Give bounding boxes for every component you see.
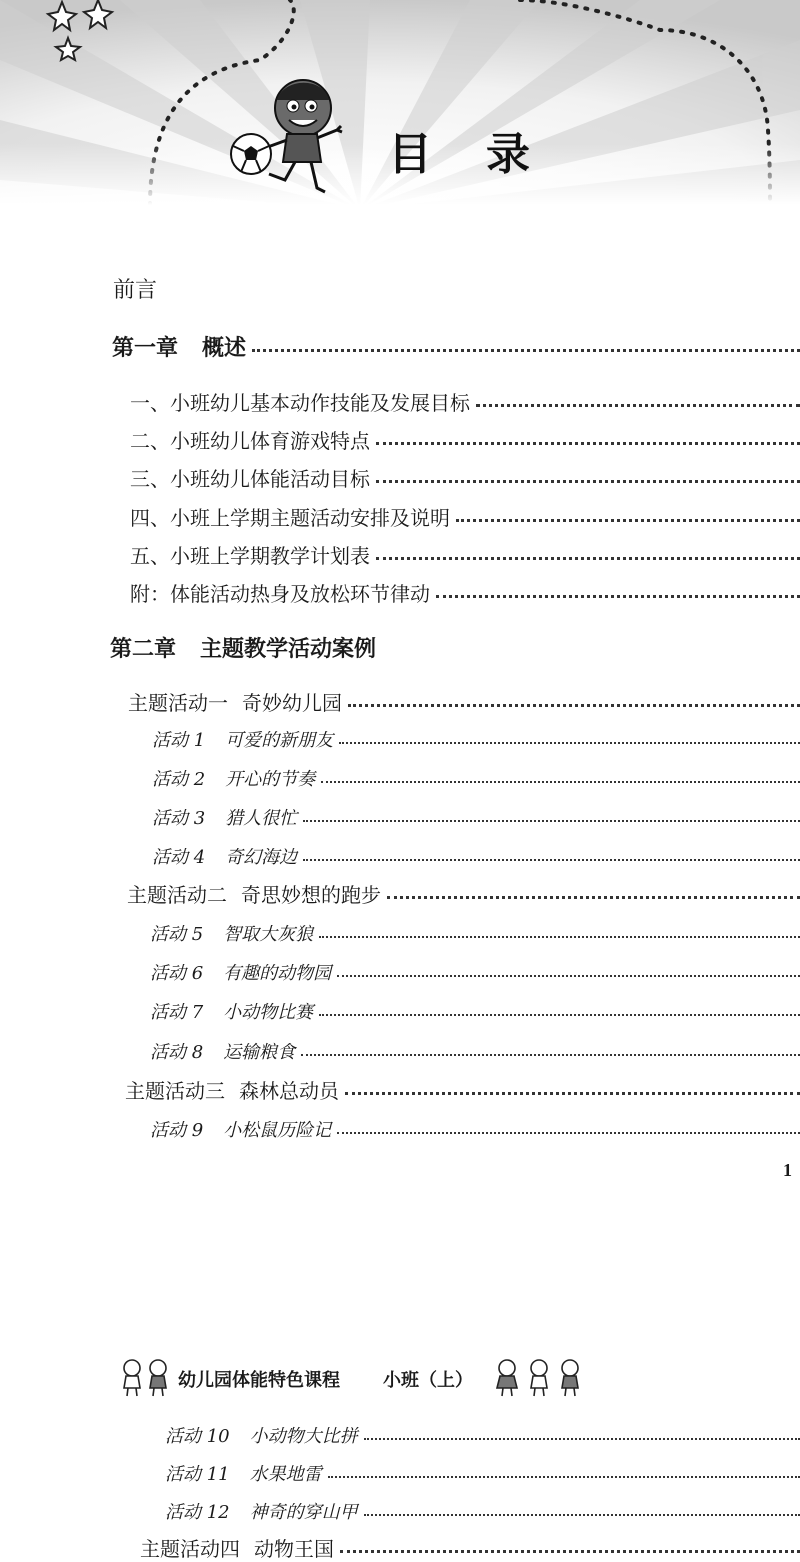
- dot-leader: [387, 896, 800, 899]
- dot-leader: [303, 859, 800, 861]
- activity-number: 活动 1: [152, 730, 206, 751]
- dot-leader: [476, 404, 800, 407]
- kids-icon: [493, 1358, 585, 1398]
- activity-number: 活动 12: [165, 1502, 230, 1523]
- activity-title: 神奇的穿山甲: [249, 1502, 358, 1523]
- dot-leader: [319, 1014, 800, 1016]
- toc-section[interactable]: [130, 462, 800, 492]
- section-title: 三、小班幼儿体能活动目标: [130, 466, 370, 491]
- theme-title: 奇妙幼儿园: [242, 690, 342, 715]
- dot-leader: [252, 349, 800, 352]
- activity-title: 开心的节奏: [225, 769, 316, 790]
- activity-title: 运输粮食: [223, 1042, 296, 1063]
- dot-leader: [345, 1092, 800, 1095]
- running-header: [118, 1358, 588, 1398]
- toc-activity[interactable]: [150, 957, 800, 987]
- activity-number: 活动 3: [152, 808, 206, 829]
- activity-title: 可爱的新朋友: [225, 730, 334, 751]
- theme-number: 主题活动二: [127, 882, 227, 907]
- toc-activity[interactable]: [150, 918, 800, 948]
- dot-leader: [348, 704, 800, 707]
- section-title: 一、小班幼儿基本动作技能及发展目标: [130, 390, 470, 415]
- chapter-number: 第一章: [112, 335, 179, 361]
- theme-number: 主题活动四: [140, 1536, 240, 1561]
- dot-leader: [319, 936, 800, 938]
- activity-number: 活动 6: [150, 963, 204, 984]
- activity-title: 小动物比赛: [223, 1002, 314, 1023]
- toc-activity[interactable]: [150, 996, 800, 1026]
- section-title: 附：体能活动热身及放松环节律动: [130, 581, 430, 606]
- toc-activity[interactable]: [152, 724, 800, 754]
- theme-title: 森林总动员: [239, 1078, 339, 1103]
- toc-title-char-2: 录: [486, 129, 530, 180]
- dot-leader: [301, 1054, 800, 1056]
- toc-section[interactable]: [130, 577, 800, 607]
- dot-leader: [364, 1514, 800, 1516]
- activity-title: 小动物大比拼: [249, 1426, 358, 1447]
- toc-title-char-1: 目: [388, 129, 432, 180]
- toc-preface[interactable]: [113, 273, 800, 303]
- dot-leader: [337, 1132, 800, 1134]
- toc-activity[interactable]: [152, 841, 800, 871]
- toc-activity[interactable]: [150, 1036, 800, 1066]
- chapter-title: 概述: [202, 335, 247, 361]
- dot-leader: [321, 781, 800, 783]
- dot-leader: [376, 557, 800, 560]
- toc-theme[interactable]: [125, 1074, 800, 1104]
- activity-number: 活动 9: [150, 1120, 204, 1141]
- running-header-title: 幼儿园体能特色课程: [178, 1370, 340, 1391]
- chapter-title: 主题教学活动案例: [200, 636, 377, 662]
- activity-title: 小松鼠历险记: [223, 1120, 332, 1141]
- activity-title: 奇幻海边: [225, 847, 298, 868]
- preface-label: 前言: [113, 277, 158, 303]
- toc-theme[interactable]: [140, 1532, 800, 1562]
- toc-activity[interactable]: [152, 763, 800, 793]
- section-title: 四、小班上学期主题活动安排及说明: [130, 505, 450, 530]
- running-header-subtitle: 小班（上）: [383, 1370, 473, 1391]
- dot-leader: [303, 820, 800, 822]
- activity-title: 水果地雷: [249, 1464, 322, 1485]
- kids-icon: [118, 1358, 176, 1398]
- header-illustration: [0, 0, 800, 205]
- stars-icon: [40, 0, 120, 70]
- section-title: 五、小班上学期教学计划表: [130, 543, 370, 568]
- page-number: 1: [783, 1160, 792, 1180]
- dot-leader: [376, 442, 800, 445]
- toc-activity[interactable]: [165, 1496, 800, 1526]
- activity-number: 活动 10: [165, 1426, 230, 1447]
- dot-leader: [376, 480, 800, 483]
- toc-chapter-1[interactable]: [112, 331, 800, 361]
- toc-theme[interactable]: [127, 878, 800, 908]
- activity-number: 活动 4: [152, 847, 206, 868]
- toc-chapter-2[interactable]: [110, 632, 800, 662]
- toc-section[interactable]: [130, 386, 800, 416]
- activity-title: 猎人很忙: [225, 808, 298, 829]
- dot-leader: [340, 1550, 800, 1553]
- theme-title: 动物王国: [254, 1536, 334, 1561]
- activity-number: 活动 11: [165, 1464, 230, 1485]
- dot-leader: [339, 742, 800, 744]
- theme-number: 主题活动三: [125, 1078, 225, 1103]
- dot-leader: [328, 1476, 800, 1478]
- toc-section[interactable]: [130, 424, 800, 454]
- activity-number: 活动 7: [150, 1002, 204, 1023]
- toc-activity[interactable]: [150, 1114, 800, 1144]
- activity-title: 有趣的动物园: [223, 963, 332, 984]
- dot-leader: [456, 519, 800, 522]
- toc-activity[interactable]: [165, 1458, 800, 1488]
- section-title: 二、小班幼儿体育游戏特点: [130, 428, 370, 453]
- boy-with-soccer-ball-icon: [225, 70, 355, 200]
- activity-number: 活动 2: [152, 769, 206, 790]
- toc-theme[interactable]: [128, 686, 800, 716]
- activity-number: 活动 8: [150, 1042, 204, 1063]
- theme-title: 奇思妙想的跑步: [241, 882, 381, 907]
- chapter-number: 第二章: [110, 636, 177, 662]
- dot-leader: [436, 595, 800, 598]
- dot-leader: [337, 975, 800, 977]
- toc-section[interactable]: [130, 501, 800, 531]
- activity-title: 智取大灰狼: [223, 924, 314, 945]
- toc-section[interactable]: [130, 539, 800, 569]
- activity-number: 活动 5: [150, 924, 204, 945]
- dot-leader: [364, 1438, 800, 1440]
- theme-number: 主题活动一: [128, 690, 228, 715]
- toc-activity[interactable]: [165, 1420, 800, 1450]
- toc-activity[interactable]: [152, 802, 800, 832]
